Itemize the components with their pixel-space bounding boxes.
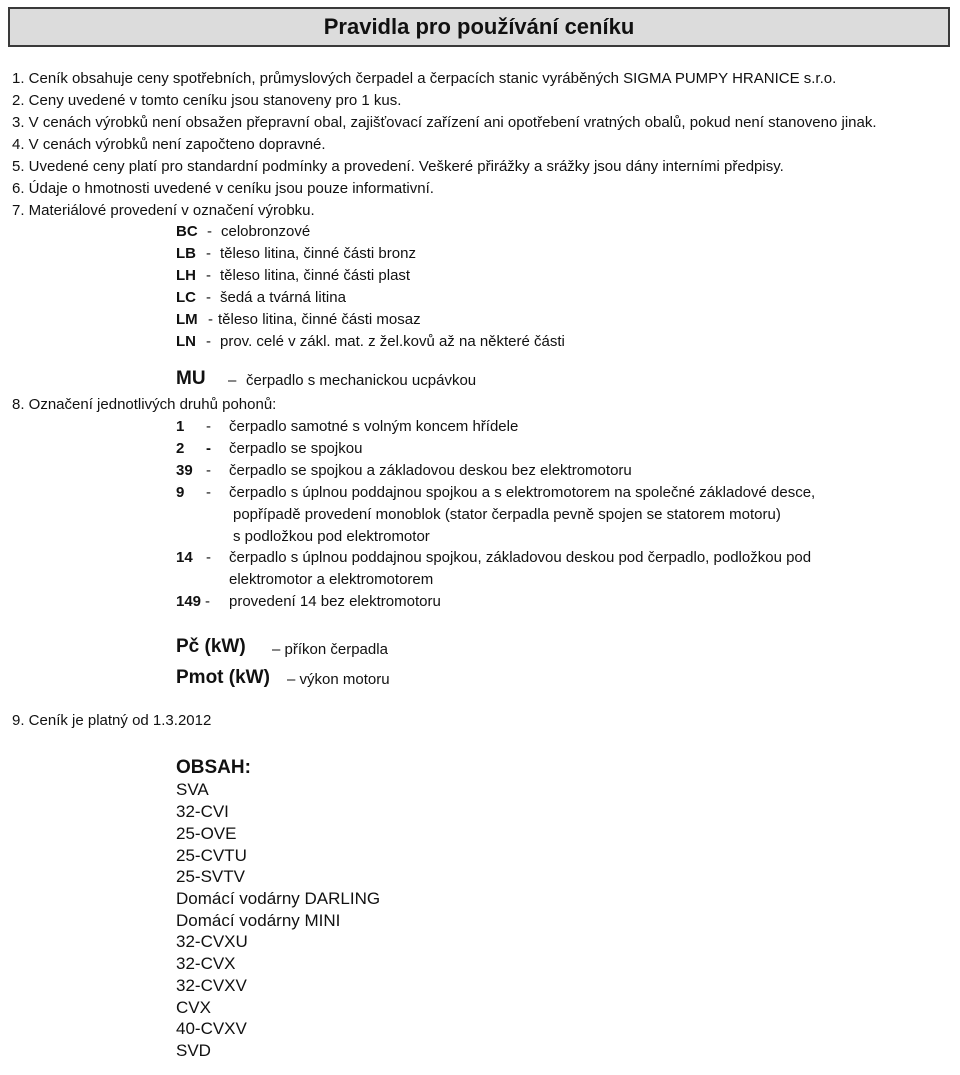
material-desc: prov. celé v zákl. mat. z žel.kovů až na některé části: [220, 333, 565, 350]
material-desc: těleso litina, činné části mosaz: [218, 311, 421, 328]
drive-code: 149: [176, 593, 202, 610]
rule-7: 7. Materiálové provedení v označení výrobku.: [12, 202, 315, 219]
rule-8: 8. Označení jednotlivých druhů pohonů:: [12, 396, 277, 413]
mu-desc: čerpadlo s mechanickou ucpávkou: [246, 372, 477, 389]
drive-desc: čerpadlo samotné s volným koncem hřídele: [229, 418, 519, 435]
drive-desc-line: s podložkou pod elektromotor: [233, 528, 430, 545]
drive-dash: -: [206, 484, 211, 501]
drive-desc-line: popřípadě provedení monoblok (stator čerpadla pevně spojen se statorem motoru): [233, 506, 781, 523]
rule-3: 3. V cenách výrobků není obsažen přepravní obal, zajišťovací zařízení ani opotřebení vratných obalů, pokud není stanoveno jinak.: [12, 114, 877, 131]
drive-code: 9: [176, 484, 185, 501]
mu-dash: –: [228, 372, 237, 389]
toc-item: Domácí vodárny MINI: [176, 911, 341, 930]
drive-code: 14: [176, 549, 193, 566]
power-label: Pmot (kW): [176, 667, 270, 688]
material-desc: celobronzové: [221, 223, 311, 240]
drive-code: 2: [176, 440, 185, 457]
rule-6: 6. Údaje o hmotnosti uvedené v ceníku jsou pouze informativní.: [12, 180, 434, 197]
drive-desc: čerpadlo se spojkou: [229, 440, 363, 457]
drive-dash: -: [206, 462, 211, 479]
rule-5: 5. Uvedené ceny platí pro standardní podmínky a provedení. Veškeré přirážky a srážky jsou dány interními předpisy.: [12, 158, 784, 175]
toc-item: 25-SVTV: [176, 867, 245, 886]
material-code: LM: [176, 311, 198, 328]
material-code: BC: [176, 223, 198, 240]
material-desc: těleso litina, činné části bronz: [220, 245, 416, 262]
drive-desc: provedení 14 bez elektromotoru: [229, 593, 441, 610]
power-desc: – příkon čerpadla: [272, 641, 388, 658]
material-code: LN: [176, 333, 196, 350]
material-code: LC: [176, 289, 196, 306]
material-dash: -: [206, 333, 211, 350]
toc-heading: OBSAH:: [176, 757, 251, 778]
toc-item: 32-CVXV: [176, 976, 247, 995]
toc-item: SVD: [176, 1041, 211, 1060]
material-code: LB: [176, 245, 196, 262]
toc-item: CVX: [176, 998, 211, 1017]
toc-item: 25-OVE: [176, 824, 237, 843]
mu-code: MU: [176, 368, 206, 389]
rule-9: 9. Ceník je platný od 1.3.2012: [12, 712, 212, 729]
toc-item: 32-CVXU: [176, 932, 248, 951]
drive-desc: čerpadlo s úplnou poddajnou spojkou, základovou deskou pod čerpadlo, podložkou pod: [229, 549, 812, 566]
drive-desc: čerpadlo se spojkou a základovou deskou bez elektromotoru: [229, 462, 632, 479]
rule-1: 1. Ceník obsahuje ceny spotřebních, průmyslových čerpadel a čerpacích stanic vyráběných SIGMA PUMPY HRANICE s.r.o.: [12, 70, 837, 87]
page-title: Pravidla pro používání ceníku: [8, 7, 950, 47]
toc-item: 32-CVX: [176, 954, 236, 973]
drive-dash: -: [206, 440, 211, 457]
material-desc: šedá a tvárná litina: [220, 289, 346, 306]
toc-item: Domácí vodárny DARLING: [176, 889, 381, 908]
toc-item: 25-CVTU: [176, 846, 247, 865]
toc-item: 32-CVI: [176, 802, 229, 821]
drive-code: 1: [176, 418, 185, 435]
toc-item: SVA: [176, 780, 209, 799]
material-desc: těleso litina, činné části plast: [220, 267, 411, 284]
drive-desc: čerpadlo s úplnou poddajnou spojkou a s elektromotorem na společné základové desce,: [229, 484, 816, 501]
rule-2: 2. Ceny uvedené v tomto ceníku jsou stanoveny pro 1 kus.: [12, 92, 402, 109]
drive-dash: -: [206, 549, 211, 566]
material-dash: -: [206, 289, 211, 306]
material-dash: -: [208, 311, 213, 328]
rule-4: 4. V cenách výrobků není započteno dopravné.: [12, 136, 326, 153]
drive-dash: -: [206, 418, 211, 435]
drive-code: 39: [176, 462, 193, 479]
power-desc: – výkon motoru: [287, 671, 390, 688]
material-dash: -: [206, 267, 211, 284]
material-dash: -: [206, 245, 211, 262]
material-code: LH: [176, 267, 196, 284]
toc-item: 40-CVXV: [176, 1019, 247, 1038]
power-label: Pč (kW): [176, 636, 246, 657]
material-dash: -: [207, 223, 212, 240]
drive-desc-line: elektromotor a elektromotorem: [229, 571, 434, 588]
drive-dash: -: [205, 593, 210, 610]
